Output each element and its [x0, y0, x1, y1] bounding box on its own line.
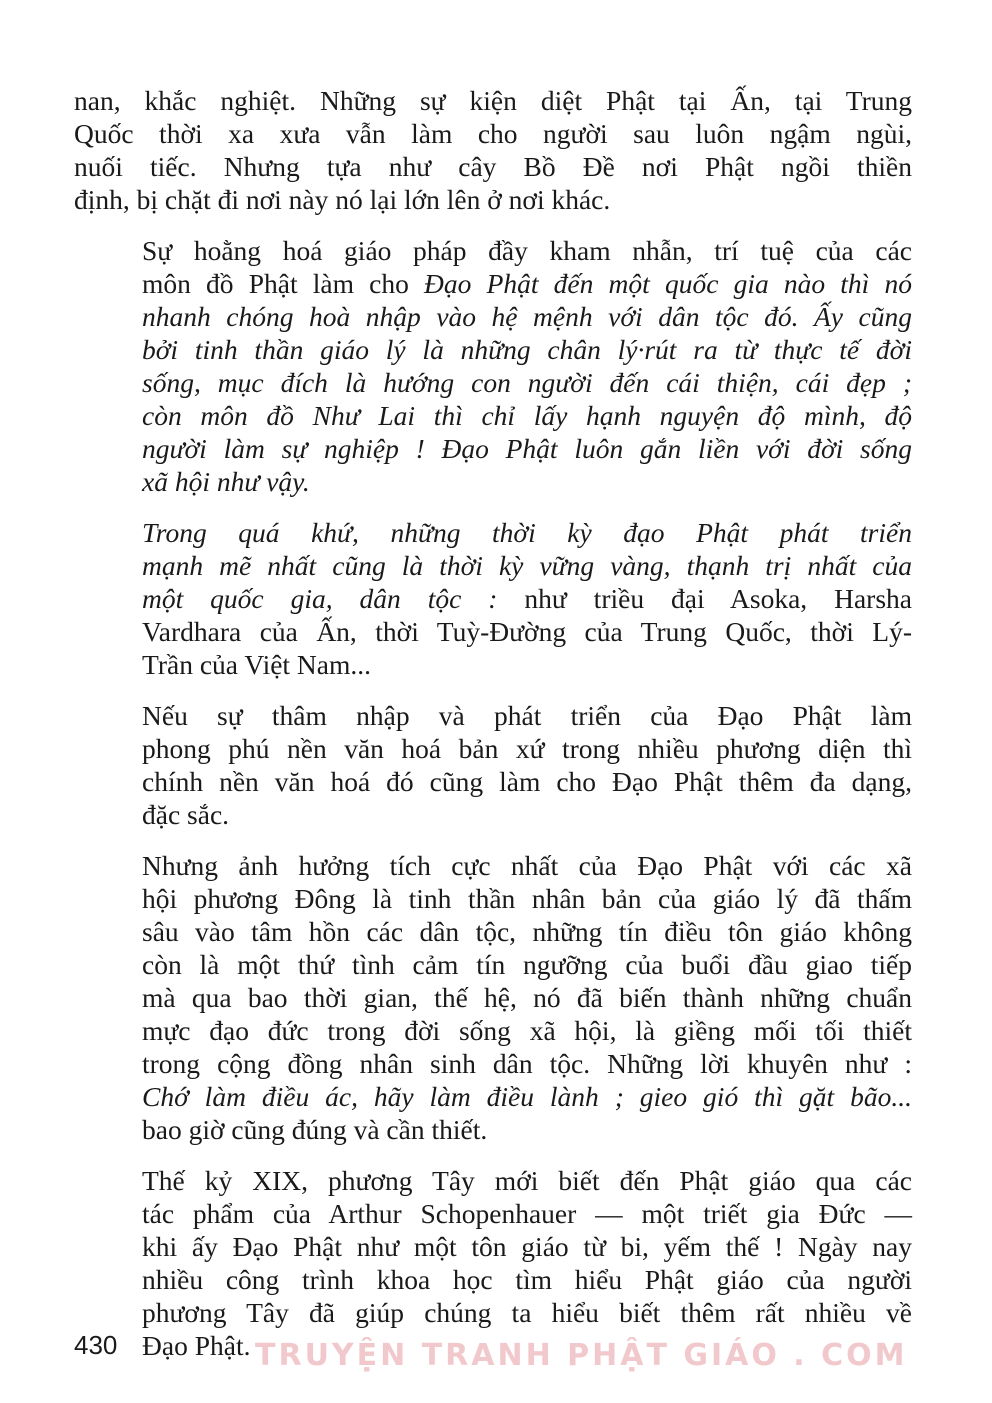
- text-run: định, bị chặt đi nơi này nó lại lớn lên ở nơi khác.: [74, 184, 611, 215]
- italic-text: mạnh mẽ nhất cũng là thời kỳ vững vàng, thạnh trị nhất của: [142, 550, 912, 581]
- text-run: Quốc thời xa xưa vẫn làm cho người sau luôn ngậm ngùi,: [74, 118, 912, 149]
- text-line: [74, 981, 912, 1014]
- paragraph: [74, 84, 912, 216]
- page-number: 430: [74, 1330, 118, 1360]
- italic-text: xã hội như vậy.: [142, 466, 310, 497]
- italic-text: nhanh chóng hoà nhập vào hệ mệnh với dân tộc đó. Ấy cũng: [142, 301, 912, 332]
- paragraph: [74, 516, 912, 681]
- text-run: đặc sắc.: [142, 799, 230, 830]
- text-line: [74, 432, 912, 465]
- paragraph: [74, 849, 912, 1146]
- text-line: [74, 1047, 912, 1080]
- text-line: [74, 267, 912, 300]
- text-line: [74, 1080, 912, 1113]
- text-run: môn đồ Phật làm cho: [142, 268, 425, 299]
- text-run: Nếu sự thâm nhập và phát triển của Đạo Phật làm: [142, 700, 912, 731]
- italic-text: một quốc gia, dân tộc :: [142, 583, 525, 614]
- text-line: [74, 582, 912, 615]
- text-line: [74, 333, 912, 366]
- text-line: [74, 234, 912, 267]
- text-line: [74, 549, 912, 582]
- text-line: [74, 849, 912, 882]
- text-line: [74, 699, 912, 732]
- text-line: [74, 399, 912, 432]
- text-line: [74, 1164, 912, 1197]
- text-line: [74, 1230, 912, 1263]
- text-run: phương Tây đã giúp chúng ta hiểu biết thêm rất nhiều về: [142, 1297, 912, 1328]
- text-line: [74, 150, 912, 183]
- italic-text: Chớ làm điều ác, hãy làm điều lành ; gieo gió thì gặt bão...: [142, 1081, 912, 1112]
- text-run: mực đạo đức trong đời sống xã hội, là giềng mối tối thiết: [142, 1015, 912, 1046]
- text-run: trong cộng đồng nhân sinh dân tộc. Những lời khuyên như :: [142, 1048, 912, 1079]
- text-run: khi ấy Đạo Phật như một tôn giáo từ bi, yếm thế ! Ngày nay: [142, 1231, 912, 1262]
- text-line: [74, 1014, 912, 1047]
- paragraph: [74, 699, 912, 831]
- text-run: Thế kỷ XIX, phương Tây mới biết đến Phật giáo qua các: [142, 1165, 912, 1196]
- text-run: còn là một thứ tình cảm tín ngưỡng của buổi đầu giao tiếp: [142, 949, 912, 980]
- text-run: như triều đại Asoka, Harsha: [524, 583, 912, 614]
- watermark: TRUYỆN TRANH PHẬT GIÁO . COM: [255, 1338, 908, 1373]
- text-run: sâu vào tâm hồn các dân tộc, những tín điều tôn giáo không: [142, 916, 912, 947]
- italic-text: sống, mục đích là hướng con người đến cái thiện, cái đẹp ;: [142, 367, 912, 398]
- italic-text: bởi tinh thần giáo lý là những chân lý·rút ra từ thực tế đời: [142, 334, 912, 365]
- text-line: [74, 1263, 912, 1296]
- text-line: [74, 300, 912, 333]
- text-line: [74, 648, 912, 681]
- italic-text: Đạo Phật đến một quốc gia nào thì nó: [424, 268, 912, 299]
- text-line: [74, 117, 912, 150]
- text-run: Sự hoằng hoá giáo pháp đầy kham nhẫn, trí tuệ của các: [142, 235, 912, 266]
- text-line: [74, 882, 912, 915]
- text-run: Đạo Phật.: [142, 1330, 251, 1361]
- text-line: [74, 615, 912, 648]
- text-run: Vardhara của Ấn, thời Tuỳ-Đường của Trung Quốc, thời Lý-: [142, 616, 912, 647]
- text-run: nan, khắc nghiệt. Những sự kiện diệt Phật tại Ấn, tại Trung: [74, 85, 912, 116]
- text-line: [74, 366, 912, 399]
- text-line: [74, 1296, 912, 1329]
- text-run: nuối tiếc. Nhưng tựa như cây Bồ Đề nơi Phật ngồi thiền: [74, 151, 912, 182]
- italic-text: người làm sự nghiệp ! Đạo Phật luôn gắn liền với đời sống: [142, 433, 912, 464]
- page-body: [74, 84, 912, 1380]
- text-line: [74, 1113, 912, 1146]
- text-line: [74, 84, 912, 117]
- text-run: bao giờ cũng đúng và cần thiết.: [142, 1114, 488, 1145]
- text-line: [74, 465, 912, 498]
- text-run: tác phẩm của Arthur Schopenhauer — một triết gia Đức —: [142, 1198, 912, 1229]
- text-run: chính nền văn hoá đó cũng làm cho Đạo Phật thêm đa dạng,: [142, 766, 912, 797]
- text-line: [74, 948, 912, 981]
- text-run: hội phương Đông là tinh thần nhân bản của giáo lý đã thấm: [142, 883, 912, 914]
- italic-text: còn môn đồ Như Lai thì chỉ lấy hạnh nguyện độ mình, độ: [142, 400, 912, 431]
- text-line: [74, 516, 912, 549]
- text-line: [74, 732, 912, 765]
- text-line: [74, 1197, 912, 1230]
- text-run: nhiều công trình khoa học tìm hiểu Phật giáo của người: [142, 1264, 912, 1295]
- paragraph: [74, 1164, 912, 1362]
- italic-text: Trong quá khứ, những thời kỳ đạo Phật phát triển: [142, 517, 912, 548]
- text-run: phong phú nền văn hoá bản xứ trong nhiều phương diện thì: [142, 733, 912, 764]
- text-run: Trần của Việt Nam...: [142, 649, 372, 680]
- text-line: [74, 765, 912, 798]
- paragraph: [74, 234, 912, 498]
- text-run: Nhưng ảnh hưởng tích cực nhất của Đạo Phật với các xã: [142, 850, 912, 881]
- text-line: [74, 798, 912, 831]
- text-line: [74, 915, 912, 948]
- text-run: mà qua bao thời gian, thế hệ, nó đã biến thành những chuẩn: [142, 982, 912, 1013]
- text-line: [74, 183, 912, 216]
